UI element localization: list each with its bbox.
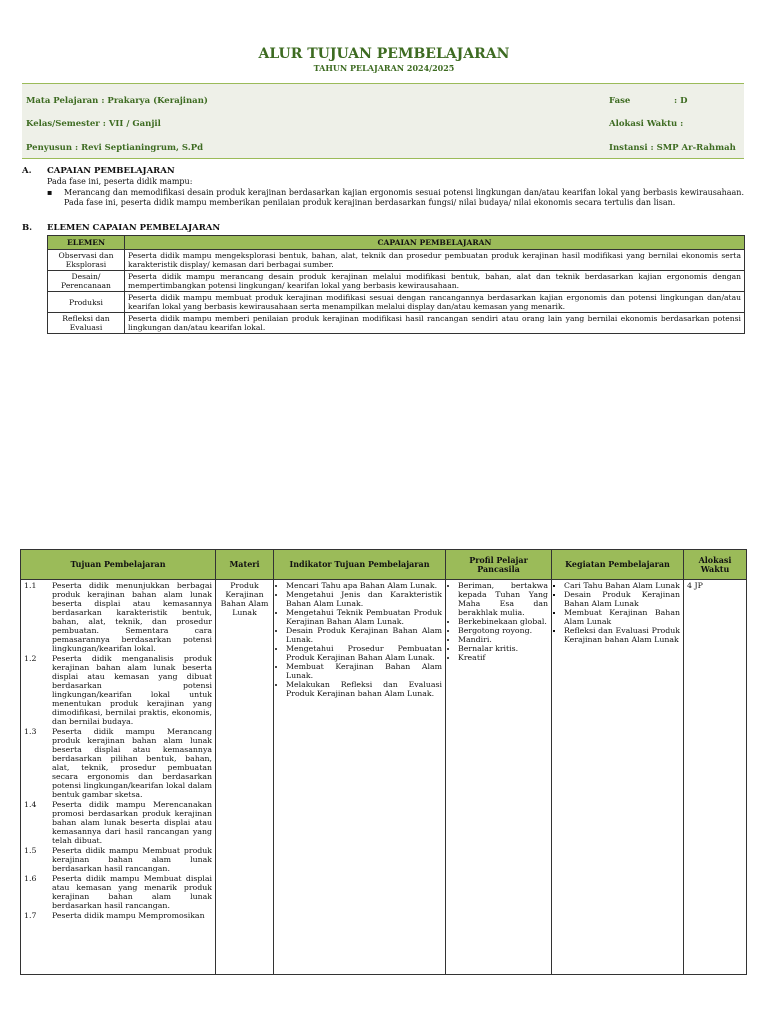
tujuan-text: Peserta didik mampu Merencanakan promosi berdasarkan produk kerajinan bahan alam lunak beserta displai atau kemasannya dari hasil rancangan yang telah dibuat. bbox=[52, 800, 212, 845]
list-item: • Mengetahui Jenis dan Karakteristik Bahan Alam Lunak. bbox=[286, 590, 442, 608]
kegiatan-cell bbox=[552, 580, 684, 975]
alokasi-waktu: Alokasi Waktu : bbox=[609, 119, 684, 129]
alokasi-cell: 4 JP bbox=[684, 580, 747, 975]
atp-table bbox=[20, 549, 747, 975]
fase-value: : D bbox=[674, 96, 688, 106]
header-elemen: ELEMEN bbox=[48, 236, 125, 250]
list-item: ▪ Refleksi dan Evaluasi Produk Kerajinan bahan Alam Lunak bbox=[564, 626, 680, 644]
list-item: • Bernalar kritis. bbox=[458, 644, 548, 653]
tujuan-text: Peserta didik menganalisis produk kerajinan bahan alam lunak beserta displai atau kemasan yang dibuat berdasarkan potensi lingkungan/kearifan lokal untuk menentukan produk kerajinan yang dimodifikasi, bernilai praktis, ekonomis, dan bernilai budaya. bbox=[52, 654, 212, 726]
tujuan-text: Peserta didik mampu Mempromosikan bbox=[52, 911, 205, 920]
instansi: Instansi : SMP Ar-Rahmah bbox=[609, 143, 736, 153]
list-item: • Beriman, bertakwa kepada Tuhan Yang Maha Esa dan berakhlak mulia. bbox=[458, 581, 548, 617]
tujuan-text: Peserta didik mampu Membuat displai atau kemasan yang menarik produk kerajinan bahan alam lunak berdasarkan hasil rancangan. bbox=[52, 874, 212, 910]
document-title: ALUR TUJUAN PEMBELAJARAN bbox=[258, 46, 510, 62]
tujuan-text: Peserta didik menunjukkan berbagai produk kerajinan bahan alam lunak beserta displai atau kemasannya berdasarkan karakteristik bentuk, bahan, alat, teknik, dan prosedur pembuatan. Sementara cara pemasarannya berdasarkan potensi lingkungan/kearifan lokal. bbox=[52, 581, 212, 653]
list-item: • Membuat Kerajinan Bahan Alam Lunak. bbox=[286, 662, 442, 680]
info-box bbox=[22, 83, 744, 159]
section-a-bullet: Merancang dan memodifikasi desain produk kerajinan berdasarkan kajian ergonomis sesuai potensi lingkungan dan/atau kearifan lokal yang berbasis kewirausahaan. Pada fase ini, peserta didik mampu memberikan penilaian produk kerajinan berdasarkan fungsi/ nilai budaya/ nilai ekonomis secara tertulis dan lisan. bbox=[64, 188, 744, 207]
tujuan-text: Peserta didik mampu Merancang produk kerajinan bahan alam lunak beserta displai atau kemasannya berdasarkan pilihan bentuk, bahan, alat, teknik, prosedur pembuatan secara ergonomis dan berdasarkan potensi lingkungan/kearifan lokal dalam bentuk gambar sketsa. bbox=[52, 727, 212, 799]
elemen-cell: Observasi dan Eksplorasi bbox=[48, 250, 125, 271]
table-row bbox=[48, 271, 745, 292]
section-a-title: CAPAIAN PEMBELAJARAN bbox=[47, 166, 175, 176]
capaian-cell: Peserta didik mampu mengeksplorasi bentuk, bahan, alat, teknik dan prosedur pembuatan produk kerajinan hasil modifikasi yang bernilai ekonomis serta karakteristik display/ kemasan dari berbagai sumber. bbox=[125, 250, 745, 271]
header-tujuan: Tujuan Pembelajaran bbox=[21, 550, 216, 580]
table-row bbox=[48, 250, 745, 271]
header-kegiatan: Kegiatan Pembelajaran bbox=[552, 550, 684, 580]
list-item: ▪ Membuat Kerajinan Bahan Alam Lunak bbox=[564, 608, 680, 626]
materi-cell: Produk Kerajinan Bahan Alam Lunak bbox=[216, 580, 274, 975]
table-row bbox=[48, 292, 745, 313]
list-item: ▪ Desain Produk Kerajinan Bahan Alam Lunak bbox=[564, 590, 680, 608]
list-item: • Mengetahui Prosedur Pembuatan Produk Kerajinan Bahan Alam Lunak. bbox=[286, 644, 442, 662]
mata-pelajaran: Mata Pelajaran : Prakarya (Kerajinan) bbox=[26, 96, 208, 106]
section-b-letter: B. bbox=[22, 223, 33, 233]
tujuan-num: 1.1 bbox=[24, 581, 37, 590]
tujuan-num: 1.4 bbox=[24, 800, 37, 809]
profil-cell bbox=[446, 580, 552, 975]
list-item: • Bergotong royong. bbox=[458, 626, 548, 635]
list-item: • Kreatif bbox=[458, 653, 548, 662]
section-b-title: ELEMEN CAPAIAN PEMBELAJARAN bbox=[47, 223, 221, 233]
list-item: • Mengetahui Teknik Pembuatan Produk Kerajinan Bahan Alam Lunak. bbox=[286, 608, 442, 626]
section-a-intro: Pada fase ini, peserta didik mampu: bbox=[47, 177, 193, 186]
table-row bbox=[21, 580, 747, 975]
penyusun: Penyusun : Revi Septianingrum, S.Pd bbox=[26, 143, 204, 153]
list-item: • Mandiri. bbox=[458, 635, 548, 644]
header-profil: Profil Pelajar Pancasila bbox=[446, 550, 552, 580]
header-capaian: CAPAIAN PEMBELAJARAN bbox=[125, 236, 745, 250]
header-indikator: Indikator Tujuan Pembelajaran bbox=[274, 550, 446, 580]
list-item: • Berkebinekaan global. bbox=[458, 617, 548, 626]
tujuan-cell bbox=[21, 580, 216, 975]
elemen-cell: Produksi bbox=[48, 292, 125, 313]
indikator-cell bbox=[274, 580, 446, 975]
document-subtitle: TAHUN PELAJARAN 2024/2025 bbox=[313, 63, 455, 73]
tujuan-num: 1.5 bbox=[24, 846, 37, 855]
kelas-semester: Kelas/Semester : VII / Ganjil bbox=[26, 119, 161, 129]
tujuan-text: Peserta didik mampu Membuat produk kerajinan bahan alam lunak berdasarkan hasil rancangan. bbox=[52, 846, 212, 873]
elemen-table bbox=[47, 235, 745, 334]
tujuan-num: 1.6 bbox=[24, 874, 37, 883]
tujuan-num: 1.3 bbox=[24, 727, 37, 736]
list-item: ▪ Cari Tahu Bahan Alam Lunak bbox=[564, 581, 680, 590]
header-materi: Materi bbox=[216, 550, 274, 580]
list-item: • Mencari Tahu apa Bahan Alam Lunak. bbox=[286, 581, 442, 590]
tujuan-num: 1.7 bbox=[24, 911, 37, 920]
fase-label: Fase bbox=[609, 96, 631, 106]
capaian-cell: Peserta didik mampu memberi penilaian produk kerajinan modifikasi hasil rancangan sendiri atau orang lain yang bernilai ekonomis berdasarkan potensi lingkungan dan/atau kearifan lokal. bbox=[125, 313, 745, 334]
capaian-cell: Peserta didik mampu membuat produk kerajinan modifikasi sesuai dengan rancangannya berdasarkan kajian ergonomis dan potensi lingkungan dan/atau kearifan lokal yang berbasis kewirausahaan serta menampilkan melalui display dan/atau kemasan yang menarik. bbox=[125, 292, 745, 313]
bullet-icon: ▪ bbox=[47, 188, 53, 197]
elemen-cell: Desain/ Perencanaan bbox=[48, 271, 125, 292]
capaian-cell: Peserta didik mampu merancang desain produk kerajinan melalui modifikasi bentuk, bahan, alat dan teknik berdasarkan kajian ergonomis dengan mempertimbangkan potensi lingkungan/ kearifan lokal yang berbasis kewirausahaan. bbox=[125, 271, 745, 292]
table-row bbox=[48, 313, 745, 334]
section-a-letter: A. bbox=[22, 166, 32, 176]
tujuan-num: 1.2 bbox=[24, 654, 37, 663]
list-item: • Melakukan Refleksi dan Evaluasi Produk Kerajinan bahan Alam Lunak. bbox=[286, 680, 442, 698]
list-item: • Desain Produk Kerajinan Bahan Alam Lunak. bbox=[286, 626, 442, 644]
header-alokasi: Alokasi Waktu bbox=[684, 550, 747, 580]
elemen-cell: Refleksi dan Evaluasi bbox=[48, 313, 125, 334]
